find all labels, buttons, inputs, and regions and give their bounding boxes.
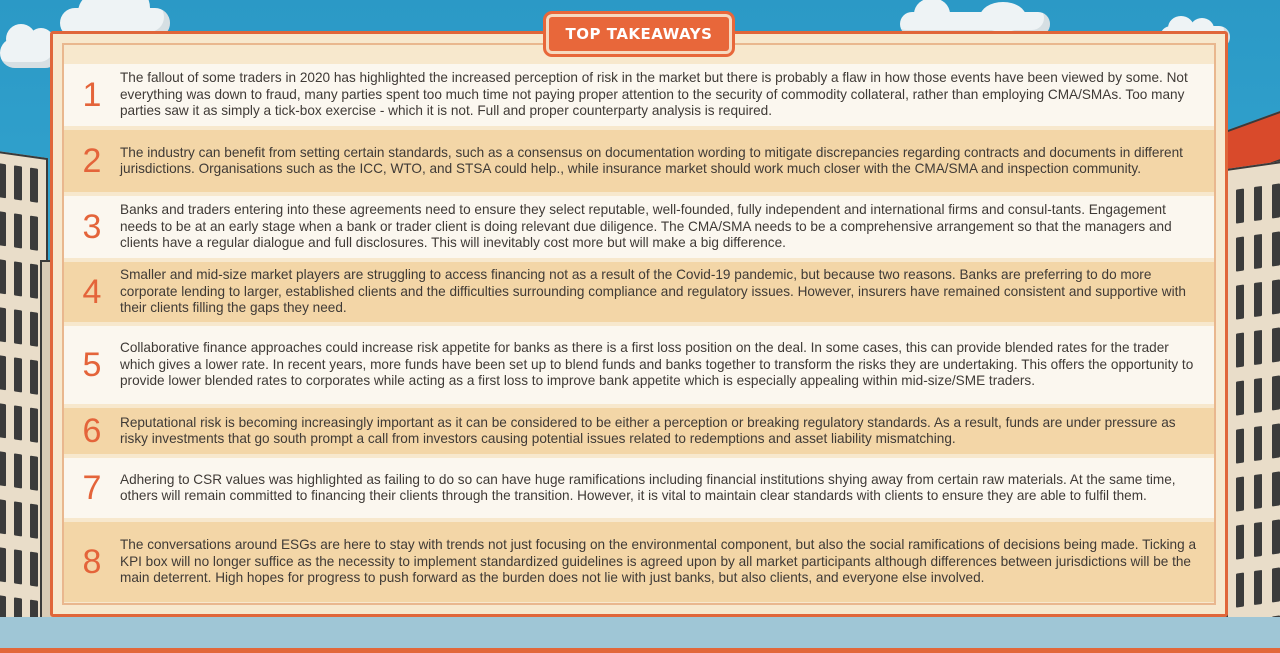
takeaway-text: Smaller and mid-size market players are struggling to access financing not as a result of the Covid-19 pandemic, but because two reasons. Banks are preferring to do more corporate lending to larger, established clients and the difficulties surrounding compliance and regulatory issues. However, insurers have remained consistent and supportive with their clients filling the gaps they need.: [120, 267, 1186, 316]
takeaway-text: Banks and traders entering into these agreements need to ensure they select reputable, well-founded, fully independent and international firms and consul-tants. Engagement needs to be at an early stage when a bank or trader client is doing relevant due diligence. The CMA/SMA needs to be a comprehensive arrangement so that the managers and clients have a regular dialogue and full disclosures. This will inevitably cost more but will make a big difference.: [120, 202, 1172, 251]
building-windows: [0, 163, 6, 630]
takeaway-row: [64, 196, 1214, 258]
takeaway-number: 5: [82, 346, 102, 384]
takeaway-row: [64, 130, 1214, 192]
takeaway-number: 2: [82, 142, 102, 180]
takeaway-number: 4: [82, 273, 102, 311]
building-right: [1226, 160, 1280, 653]
building-windows: [1236, 188, 1244, 653]
takeaway-row: [64, 408, 1214, 454]
takeaway-text: Adhering to CSR values was highlighted as failing to do so can have huge ramifications including financial institutions shying away from certain raw materials. At the same time, others will remain committed to financing their clients through the transition. However, it is vital to maintain clear standards with clients to ensure they are able to fulfil them.: [120, 471, 1176, 503]
takeaway-row: [64, 262, 1214, 322]
takeaway-text: Collaborative finance approaches could increase risk appetite for banks as there is a first loss position on the deal. In some cases, this can provide blended rates for the trader which gives a lower rate. In recent years, more funds have been set up to blend funds and banks together to transform the risks they are undertaking. This offers the opportunity to provide lower blended rates to corporates while acting as a first loss to improve bank appetite which is especially appealing within mid-size/SME traders.: [120, 340, 1194, 389]
building-windows: [1272, 183, 1280, 650]
takeaway-number: 3: [82, 208, 102, 246]
takeaway-row: [64, 64, 1214, 126]
ground-line: [0, 648, 1280, 653]
panel-inner-border: [62, 43, 1216, 605]
building-windows: [1254, 186, 1262, 653]
takeaway-text: The industry can benefit from setting certain standards, such as a consensus on documentation wording to mitigate discrepancies regarding contracts and documents in different jurisdictions. Organisations such as the ICC, WTO, and STSA could help., while insurance market should work much closer with the CMA/SMA and inspection community.: [120, 144, 1183, 176]
takeaway-text: The conversations around ESGs are here to stay with trends not just focusing on the environmental component, but also the social ramifications of decisions being made. Ticking a KPI box will no longer suffice as the necessity to implement standardized guidelines is agreed upon by all market participants although differences between jurisdictions will be the main deterrent. High hopes for progress to push forward as the burden does not lie with just banks, but also clients, and everyone else involved.: [120, 537, 1197, 586]
takeaway-row: [64, 458, 1214, 518]
takeaway-text: The fallout of some traders in 2020 has highlighted the increased perception of risk in the market but there is probably a flaw in how those events have been viewed by some. Not everything was down to fraud, many parties spent too much time not paying proper attention to the security of commodity collateral, rather than employing CMA/SMAs. Too many parties saw it as simply a tick-box exercise - which it is not. Full and proper counterparty analysis is required.: [120, 70, 1188, 119]
takeaway-number: 8: [82, 543, 102, 581]
takeaway-number: 6: [82, 412, 102, 450]
page-title: TOP TAKEAWAYS: [565, 25, 713, 43]
title-badge: [546, 14, 732, 54]
takeaway-number: 1: [82, 76, 102, 114]
building-windows: [14, 165, 22, 632]
building-windows: [30, 168, 38, 635]
takeaway-number: 7: [82, 469, 102, 507]
takeaway-text: Reputational risk is becoming increasingly important as it can be considered to be either a perception or breaking regulatory standards. As a result, funds are under pressure as risky investments that go south prompt a call from investors causing potential issues related to redemptions and asset liability mismatching.: [120, 414, 1176, 446]
takeaway-row: [64, 522, 1214, 602]
takeaway-row: [64, 326, 1214, 404]
